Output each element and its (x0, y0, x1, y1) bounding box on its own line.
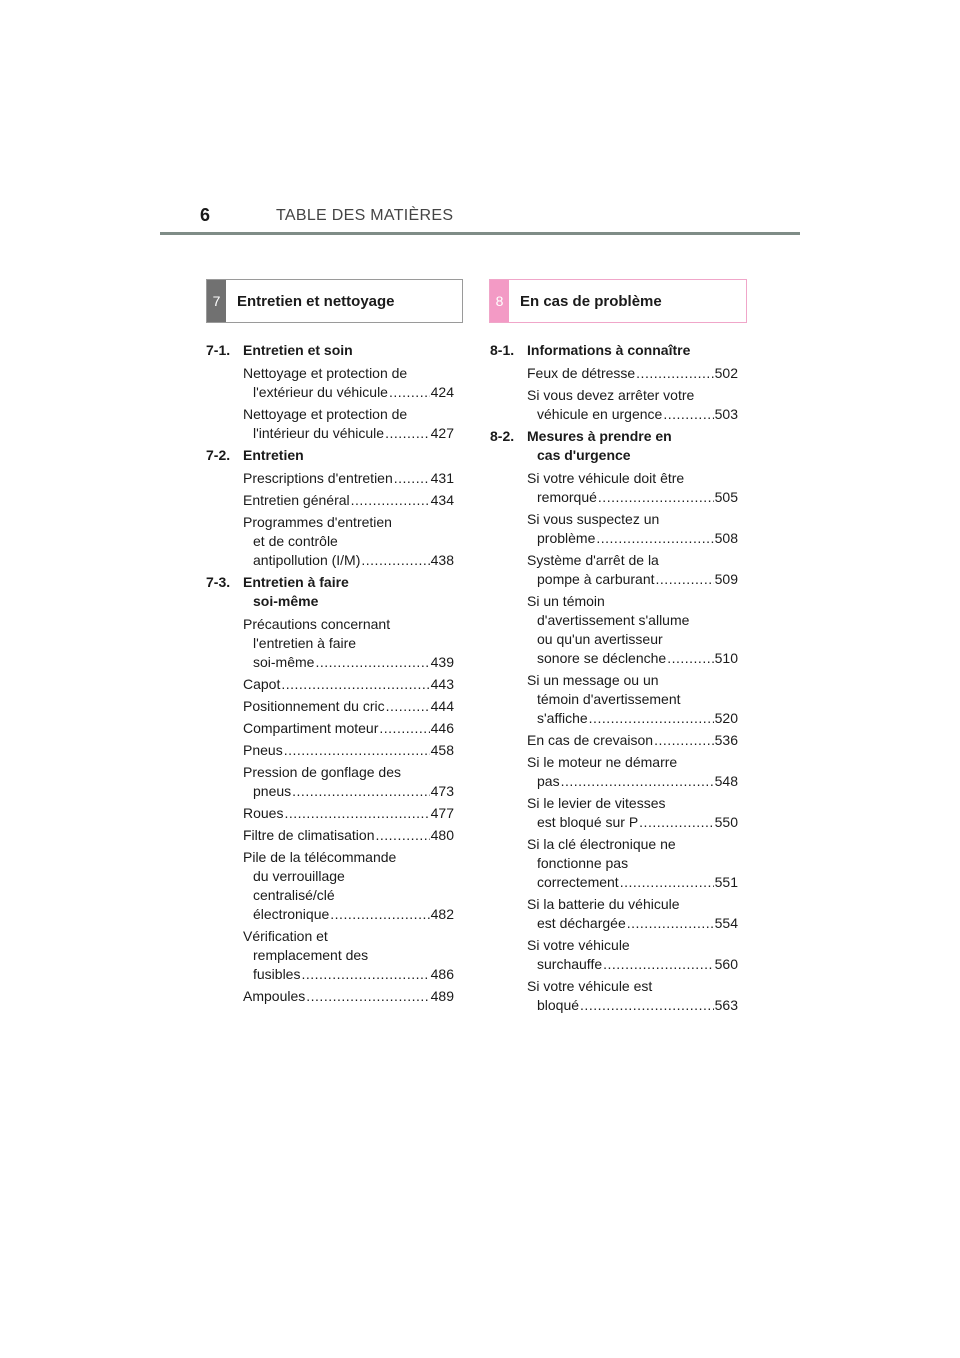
toc-entry[interactable] (206, 826, 454, 845)
entry-page-number: 439 (430, 654, 454, 670)
dot-leader (351, 491, 430, 510)
entry-page-number: 505 (714, 489, 738, 505)
entry-text-line: Positionnement du cric (243, 698, 385, 714)
dot-leader (284, 804, 429, 823)
dot-leader (386, 697, 430, 716)
toc-entry[interactable] (206, 763, 454, 801)
dot-leader (315, 653, 429, 672)
toc-entry[interactable] (206, 405, 454, 443)
entry-page-number: 536 (714, 732, 738, 748)
entry-last-line (243, 424, 454, 443)
entry-last-line (527, 529, 738, 548)
toc-entry[interactable] (490, 510, 738, 548)
section-title-line: soi-même (253, 593, 319, 609)
entry-text-line: du verrouillage (253, 868, 345, 884)
entry-last-line (527, 996, 738, 1015)
entry-last-line (243, 782, 454, 801)
entry-page-number: 427 (430, 425, 454, 441)
entry-page-number: 446 (430, 720, 454, 736)
entry-page-number: 550 (714, 814, 738, 830)
entry-text-line: Ampoules (243, 988, 306, 1004)
entry-text-line: Si la clé électronique ne (527, 836, 676, 852)
dot-leader (603, 955, 714, 974)
dot-leader (596, 529, 713, 548)
entry-text-line: Entretien général (243, 492, 350, 508)
entry-last-line (527, 364, 738, 383)
dot-leader (301, 965, 429, 984)
entry-text-line: bloqué (537, 997, 580, 1013)
entry-page-number: 473 (430, 783, 454, 799)
toc-entry[interactable] (206, 615, 454, 672)
entry-text-line: En cas de crevaison (527, 732, 654, 748)
entry-page-number: 477 (430, 805, 454, 821)
entry-page-number: 489 (430, 988, 454, 1004)
toc-entry[interactable] (490, 835, 738, 892)
entry-text-line: fonctionne pas (537, 855, 629, 871)
entry-text-line: surchauffe (537, 956, 603, 972)
dot-leader (379, 719, 429, 738)
toc-entry[interactable] (490, 469, 738, 507)
chapter-7-tab: 7 (207, 280, 226, 322)
entry-text-line: Capot (243, 676, 281, 692)
entry-text-line: Compartiment moteur (243, 720, 379, 736)
entry-page-number: 444 (430, 698, 454, 714)
entry-page-number: 482 (430, 906, 454, 922)
entry-last-line (527, 709, 738, 728)
toc-entry[interactable] (206, 513, 454, 570)
entry-last-line (527, 488, 738, 507)
chapter-8-heading (489, 279, 747, 323)
entry-last-line (243, 905, 454, 924)
toc-entry[interactable] (490, 731, 738, 750)
entry-last-line (527, 731, 738, 750)
dot-leader (589, 709, 714, 728)
entry-text-line: est déchargée (537, 915, 626, 931)
entry-page-number: 458 (430, 742, 454, 758)
entry-page-number: 510 (714, 650, 738, 666)
dot-leader (663, 405, 713, 424)
entry-text-line: Si vous devez arrêter votre (527, 387, 695, 403)
entry-page-number: 560 (714, 956, 738, 972)
entry-last-line (243, 675, 454, 694)
dot-leader (284, 741, 430, 760)
dot-leader (361, 551, 429, 570)
entry-text-line: Nettoyage et protection de (243, 406, 408, 422)
toc-section-heading (490, 427, 738, 465)
entry-page-number: 554 (714, 915, 738, 931)
entry-last-line (243, 383, 454, 402)
toc-entry[interactable] (206, 697, 454, 716)
header-divider (160, 232, 800, 235)
toc-entry[interactable] (490, 671, 738, 728)
dot-leader (639, 813, 713, 832)
entry-last-line (527, 813, 738, 832)
toc-section-heading (490, 341, 738, 360)
chapter-8-title: En cas de problème (520, 292, 662, 310)
dot-leader (389, 383, 430, 402)
entry-text-line: remorqué (537, 489, 597, 505)
section-number: 7-1. (206, 342, 231, 358)
entry-last-line (243, 551, 454, 570)
entry-last-line (527, 873, 738, 892)
dot-leader (330, 905, 429, 924)
entry-text-line: pneus (253, 783, 292, 799)
toc-section-heading (206, 341, 454, 360)
entry-text-line: Pneus (243, 742, 283, 758)
entry-text-line: Pile de la télécommande (243, 849, 397, 865)
entry-page-number: 548 (714, 773, 738, 789)
dot-leader (667, 649, 713, 668)
entry-text-line: Si votre véhicule (527, 937, 630, 953)
entry-last-line (243, 987, 454, 1006)
toc-entry[interactable] (206, 741, 454, 760)
entry-page-number: 551 (714, 874, 738, 890)
toc-entry[interactable] (206, 804, 454, 823)
entry-page-number: 486 (430, 966, 454, 982)
entry-text-line: Programmes d'entretien (243, 514, 392, 530)
entry-last-line (243, 469, 454, 488)
dot-leader (376, 826, 430, 845)
toc-entry[interactable] (490, 386, 738, 424)
dot-leader (385, 424, 430, 443)
entry-page-number: 502 (714, 365, 738, 381)
entry-page-number: 480 (430, 827, 454, 843)
dot-leader (306, 987, 429, 1006)
entry-text-line: sonore se déclenche (537, 650, 667, 666)
entry-text-line: Si la batterie du véhicule (527, 896, 680, 912)
entry-page-number: 508 (714, 530, 738, 546)
entry-last-line (243, 697, 454, 716)
section-title-line: Mesures à prendre en (527, 428, 672, 444)
toc-entry[interactable] (490, 977, 738, 1015)
section-number: 7-2. (206, 447, 231, 463)
entry-last-line (243, 653, 454, 672)
toc-entry[interactable] (206, 927, 454, 984)
entry-text-line: l'entretien à faire (253, 635, 357, 651)
toc-entry[interactable] (490, 592, 738, 668)
dot-leader (656, 570, 714, 589)
entry-text-line: remplacement des (253, 947, 369, 963)
section-title-line: cas d'urgence (537, 447, 631, 463)
dot-leader (598, 488, 714, 507)
entry-text-line: Pression de gonflage des (243, 764, 401, 780)
entry-text-line: l'intérieur du véhicule (253, 425, 385, 441)
dot-leader (636, 364, 713, 383)
toc-entry[interactable] (206, 491, 454, 510)
dot-leader (292, 782, 429, 801)
chapter-8-tab: 8 (490, 280, 509, 322)
entry-text-line: Précautions concernant (243, 616, 391, 632)
entry-text-line: Si un témoin (527, 593, 605, 609)
entry-text-line: ou qu'un avertisseur (537, 631, 663, 647)
entry-page-number: 431 (430, 470, 454, 486)
toc-entry[interactable] (206, 469, 454, 488)
entry-text-line: centralisé/clé (253, 887, 335, 903)
toc-entry[interactable] (490, 895, 738, 933)
page-number: 6 (200, 205, 211, 225)
entry-page-number: 520 (714, 710, 738, 726)
entry-last-line (527, 570, 738, 589)
entry-text-line: Si votre véhicule doit être (527, 470, 685, 486)
entry-text-line: Roues (243, 805, 284, 821)
entry-page-number: 438 (430, 552, 454, 568)
entry-text-line: correctement (537, 874, 619, 890)
entry-last-line (527, 649, 738, 668)
toc-entry[interactable] (206, 364, 454, 402)
entry-page-number: 434 (430, 492, 454, 508)
entry-last-line (527, 914, 738, 933)
entry-text-line: problème (537, 530, 596, 546)
toc-section-heading (206, 446, 454, 465)
chapter-7-heading (206, 279, 463, 323)
entry-page-number: 503 (714, 406, 738, 422)
dot-leader (580, 996, 714, 1015)
toc-entry[interactable] (490, 364, 738, 383)
chapter-7-title: Entretien et nettoyage (237, 292, 395, 310)
entry-text-line: et de contrôle (253, 533, 338, 549)
entry-text-line: Si le moteur ne démarre (527, 754, 678, 770)
toc-entry[interactable] (206, 719, 454, 738)
section-number: 7-3. (206, 574, 231, 590)
chapter-7-toc (206, 341, 454, 1009)
toc-entry[interactable] (490, 551, 738, 589)
entry-text-line: Si vous suspectez un (527, 511, 660, 527)
dot-leader (394, 469, 430, 488)
toc-entry[interactable] (490, 753, 738, 791)
entry-page-number: 443 (430, 676, 454, 692)
entry-text-line: fusibles (253, 966, 301, 982)
entry-page-number: 424 (430, 384, 454, 400)
entry-last-line (243, 741, 454, 760)
chapter-8-toc (490, 341, 738, 1018)
page-title: TABLE DES MATIÈRES (276, 207, 454, 224)
section-title-line: Informations à connaître (527, 342, 691, 358)
dot-leader (561, 772, 714, 791)
entry-text-line: pompe à carburant (537, 571, 655, 587)
entry-text-line: Si un message ou un (527, 672, 659, 688)
dot-leader (654, 731, 714, 750)
section-number: 8-2. (490, 428, 515, 444)
section-title-line: Entretien à faire (243, 574, 349, 590)
entry-text-line: Vérification et (243, 928, 328, 944)
entry-last-line (527, 405, 738, 424)
entry-page-number: 509 (714, 571, 738, 587)
section-title-line: Entretien et soin (243, 342, 353, 358)
toc-section-heading (206, 573, 454, 611)
entry-last-line (243, 804, 454, 823)
entry-last-line (243, 826, 454, 845)
toc-entry[interactable] (206, 675, 454, 694)
entry-last-line (243, 491, 454, 510)
entry-last-line (243, 719, 454, 738)
entry-last-line (243, 965, 454, 984)
entry-text-line: soi-même (253, 654, 315, 670)
entry-text-line: est bloqué sur P (537, 814, 639, 830)
toc-entry[interactable] (490, 936, 738, 974)
toc-entry[interactable] (206, 848, 454, 924)
section-number: 8-1. (490, 342, 515, 358)
entry-text-line: Si le levier de vitesses (527, 795, 666, 811)
entry-text-line: Prescriptions d'entretien (243, 470, 393, 486)
section-title-line: Entretien (243, 447, 304, 463)
entry-text-line: l'extérieur du véhicule (253, 384, 388, 400)
entry-last-line (527, 772, 738, 791)
entry-text-line: Nettoyage et protection de (243, 365, 408, 381)
toc-entry[interactable] (490, 794, 738, 832)
entry-text-line: s'affiche (537, 710, 588, 726)
entry-text-line: témoin d'avertissement (537, 691, 681, 707)
dot-leader (627, 914, 714, 933)
dot-leader (281, 675, 429, 694)
toc-entry[interactable] (206, 987, 454, 1006)
entry-text-line: Système d'arrêt de la (527, 552, 659, 568)
entry-text-line: Si votre véhicule est (527, 978, 653, 994)
entry-text-line: d'avertissement s'allume (537, 612, 690, 628)
entry-text-line: véhicule en urgence (537, 406, 663, 422)
entry-text-line: électronique (253, 906, 330, 922)
entry-last-line (527, 955, 738, 974)
dot-leader (620, 873, 714, 892)
entry-text-line: antipollution (I/M) (253, 552, 361, 568)
entry-page-number: 563 (714, 997, 738, 1013)
entry-text-line: Feux de détresse (527, 365, 636, 381)
entry-text-line: pas (537, 773, 560, 789)
entry-text-line: Filtre de climatisation (243, 827, 375, 843)
